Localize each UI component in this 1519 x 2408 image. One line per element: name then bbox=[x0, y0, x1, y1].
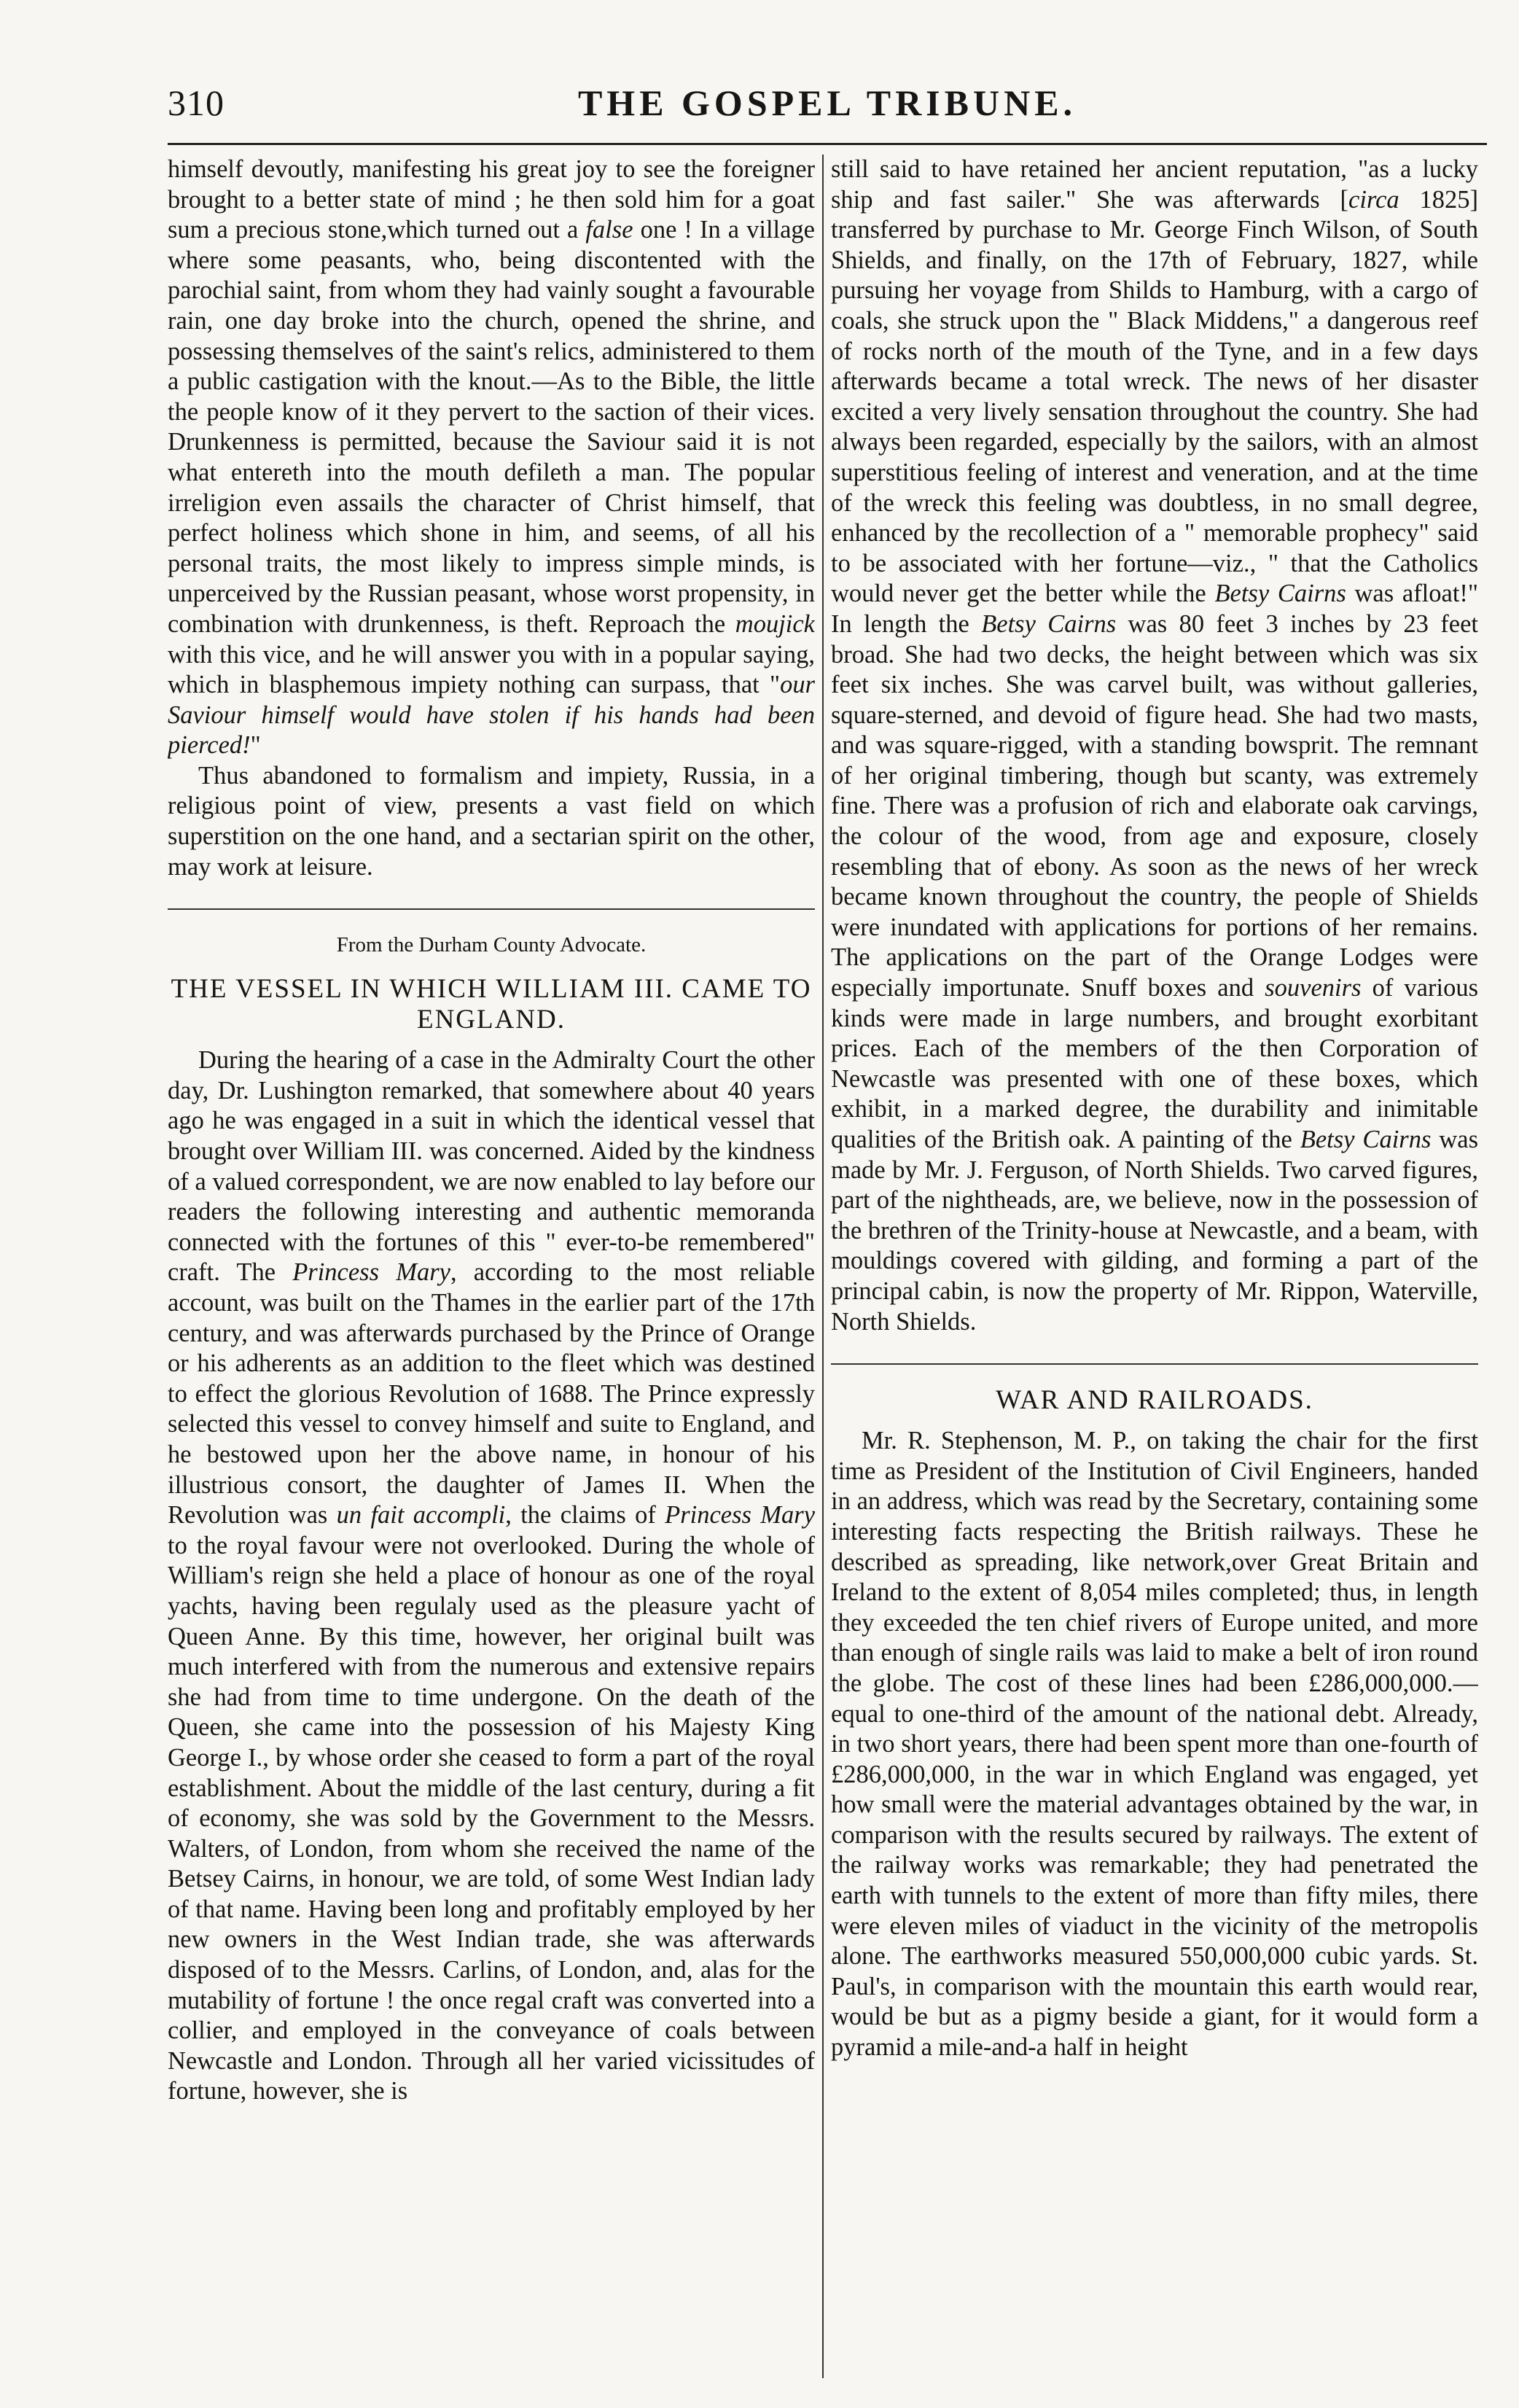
italic-run: Betsy Cairns bbox=[981, 609, 1117, 638]
text-run: , according to the most reliable account, was built on the Thames in the earlier part of the 17th century, and was afterwards purchased by the Prince of Orange or his adherents as an addition to the fleet which was destined to effect the glorious Revolution of 1688. The Prince expressly selected this vessel to convey himself and suite to England, and he bestowed upon her the above name, in honour of his illustrious consort, the daughter of James II. When the Revolution was bbox=[168, 1258, 815, 1530]
page-header bbox=[168, 82, 1487, 133]
text-run: was 80 feet 3 inches by 23 feet broad. She had two decks, the height between which was six feet six inches. She was carvel built, was without galleries, square-sterned, and devoid of figure head. She had two masts, and was square-rigged, with a standing bowsprit. The remnant of her original timbering, though but scanty, was extremely fine. There was a profusion of rich and elaborate oak carvings, the colour of the wood, from age and exposure, closely resembling that of ebony. As soon as the news of her wreck became known throughout the country, the people of Shields were inundated with applications for portions of her remains. The applications on the part of the Orange Lodges were especially importunate. Snuff boxes and bbox=[831, 609, 1478, 1002]
text-run: of various kinds were made in large numbers, and brought exorbitant prices. Each of the members of the then Corporation of Newcastle was presented with one of these boxes, which exhibit, in a marked degree, the durability and inimitable qualities of the British oak. A painting of the bbox=[831, 974, 1478, 1153]
article-paragraph: Mr. R. Stephenson, M. P., on taking the chair for the first time as President of the Institution of Civil Engineers, handed in an address, which was read by the Secretary, containing some interesting facts respecting the British railways. These he described as spreading, like network,over Great Britain and Ireland to the extent of 8,054 miles completed; thus, in length they exceeded the ten chief rivers of Europe united, and more than enough of single rails was laid to make a belt of iron round the globe. The cost of these lines had been £286,000,000.—equal to one-third of the amount of the national debt. Already, in two short years, there had been spent more than one-fourth of £286,000,000, in the war in which England was engaged, yet how small were the material advantages obtained by the war, in comparison with the results secured by railways. The extent of the railway works was remarkable; they had penetrated the earth with tunnels to the extent of more than fifty miles, there were eleven miles of viaduct in the vicinity of the metropolis alone. The earthworks measured 550,000,000 cubic yards. St. Paul's, in comparison with the mountain this earth would rear, would be but as a pigmy beside a giant, for it would form a pyramid a mile-and-a half in height bbox=[831, 1427, 1478, 2062]
italic-run: Princess Mary bbox=[292, 1258, 450, 1287]
article-title-vessel: THE VESSEL IN WHICH WILLIAM III. CAME TO ENGLAND. bbox=[171, 974, 812, 1035]
text-run: was afloat!" In length the bbox=[831, 580, 1478, 638]
italic-run: Betsy Cairns bbox=[1300, 1126, 1432, 1153]
italic-run: circa bbox=[1348, 185, 1399, 214]
text-run: one ! In a village where some peasants, who, being discontented with the parochial saint, from whom they had vainly sought a favourable rain, one day broke into the church, opened the shrine, and possessing themselves of the saint's relics, administered to them a public castigation with the knout.—As to the Bible, the little the people know of it they pervert to the saction of their vices. Drunkenness is permitted, because the Saviour said it is not what entereth into the mouth defileth a man. The popular irreligion even assails the character of Christ himself, that perfect holiness which shone in him, and seems, of all his personal traits, the most likely to impress simple minds, is unperceived by the Russian peasant, whose worst propensity, in combination with drunkenness, is theft. Reproach the bbox=[168, 216, 815, 638]
article-source: From the Durham County Advocate. bbox=[336, 933, 647, 957]
column-divider bbox=[822, 155, 824, 2378]
header-rule bbox=[168, 143, 1487, 145]
italic-run: false bbox=[585, 216, 633, 244]
text-run: 1825] transferred by purchase to Mr. George Finch Wilson, of South Shields, and finally, on the 17th of February, 1827, while pursuing her voyage from Shilds to Hamburg, with a cargo of coals, she struck upon the " Black Middens," a dangerous reef of rocks north of the mouth of the Tyne, and in a few days afterwards became a total wreck. The news of her disaster excited a very lively sensation throughout the country. She had always been regarded, especially by the sailors, with an almost superstitious feeling of interest and veneration, and at the time of the wreck this feeling was doubtless, in no small degree, enhanced by the recollection of a " memorable prophecy" said to be associated with her fortune—viz., " that the Catholics would never get the better while the bbox=[831, 185, 1478, 608]
text-run: with this vice, and he will answer you with in a popular saying, which in blasphemous impiety nothing can surpass, that " bbox=[168, 640, 815, 699]
continuation-paragraph-2: Thus abandoned to formalism and impiety, Russia, in a religious point of view, presents a vast field on which superstition on the one hand, and a sectarian spirit on the other, may work at leisure. bbox=[168, 761, 815, 881]
italic-run: moujick bbox=[735, 609, 815, 638]
left-column bbox=[168, 155, 815, 2378]
text-run: , the claims of bbox=[505, 1501, 665, 1530]
italic-run: Betsy Cairns bbox=[1214, 580, 1346, 608]
section-rule bbox=[168, 908, 815, 910]
italic-run: Princess Mary bbox=[665, 1501, 815, 1530]
page-number: 310 bbox=[168, 82, 224, 123]
text-run: During the hearing of a case in the Admiralty Court the other day, Dr. Lushington remarked, that somewhere about 40 years ago he was engaged in a suit in which the identical vessel that brought over William III. was concerned. Aided by the kindness of a valued correspondent, we are now enabled to lay before our readers the following interesting and authentic memoranda connected with the fortunes of this " ever-to-be remembered" craft. The bbox=[168, 1046, 815, 1287]
continuation-paragraph bbox=[168, 155, 815, 761]
italic-run: un fait accompli bbox=[336, 1501, 506, 1530]
running-title: THE GOSPEL TRIBUNE. bbox=[577, 82, 1077, 123]
text-run: " bbox=[250, 731, 261, 760]
italic-run: our Saviour himself would have stolen if his hands had been pierced! bbox=[168, 671, 815, 760]
right-column bbox=[831, 155, 1478, 2378]
section-rule bbox=[831, 1363, 1478, 1365]
text-run: himself devoutly, manifesting his great joy to see the foreigner brought to a better state of mind ; he then sold him for a goat sum a precious stone,which turned out a bbox=[168, 155, 815, 244]
text-run: was made by Mr. J. Ferguson, of North Shields. Two carved figures, part of the nightheads, are, we believe, now in the possession of the brethren of the Trinity-house at Newcastle, and a beam, with mouldings covered with gilding, and forming a part of the principal cabin, is now the property of Mr. Rippon, Waterville, North Shields. bbox=[831, 1126, 1478, 1336]
text-run: still said to have retained her ancient reputation, "as a lucky ship and fast sailer." She was afterwards [ bbox=[831, 155, 1478, 214]
article-paragraph bbox=[168, 1045, 815, 2107]
italic-run: souvenirs bbox=[1265, 974, 1362, 1002]
article-paragraph-continued bbox=[831, 155, 1478, 1337]
article-title-railroads: WAR AND RAILROADS. bbox=[996, 1385, 1313, 1416]
text-run: to the royal favour were not overlooked. During the whole of William's reign she held a place of honour as one of the royal yachts, having been regulaly used as the pleasure yacht of Queen Anne. By this time, however, her original built was much interfered with from the numerous and extensive repairs she had from time to time undergone. On the death of the Queen, she came into the possession of his Majesty King George I., by whose order she ceased to form a part of the royal establishment. About the middle of the last century, during a fit of economy, she was sold by the Government to the Messrs. Walters, of London, from whom she received the name of the Betsey Cairns, in honour, we are told, of some West Indian lady of that name. Having been long and profitably employed by her new owners in the West Indian trade, she was afterwards disposed of to the Messrs. Carlins, of London, and, alas for the mutability of fortune ! the once regal craft was converted into a collier, and employed in the conveyance of coals between Newcastle and London. Through all her varied vicissitudes of fortune, however, she is bbox=[168, 1531, 815, 2105]
